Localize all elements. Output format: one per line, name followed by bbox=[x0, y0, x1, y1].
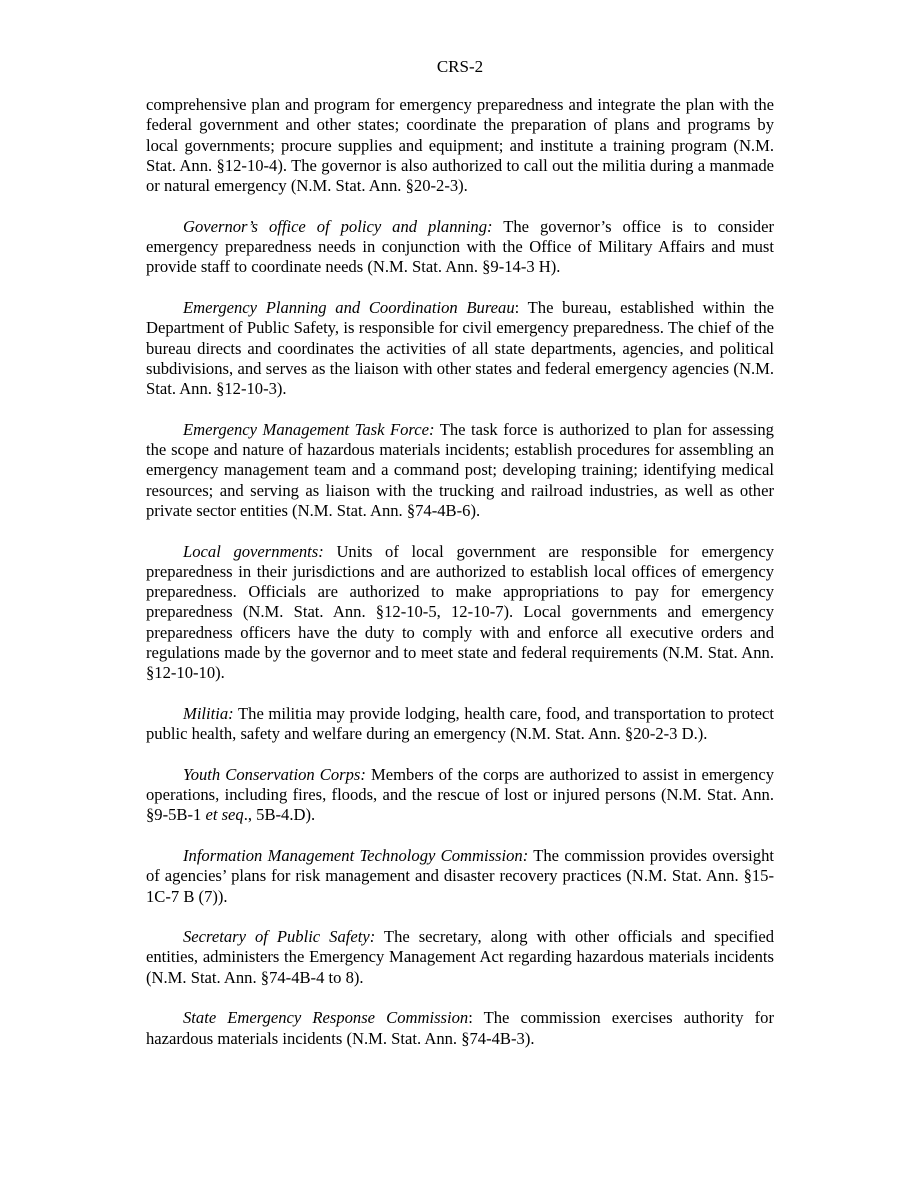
paragraph-term: Emergency Planning and Coordination Bureau bbox=[183, 297, 515, 317]
paragraph-term: Information Management Technology Commission: bbox=[183, 845, 529, 865]
paragraph-term: State Emergency Response Commission bbox=[183, 1008, 469, 1028]
paragraph-term: Governor’s office of policy and planning: bbox=[183, 216, 493, 236]
paragraph-term: Emergency Management Task Force: bbox=[183, 419, 435, 439]
paragraph-text: Units of local government are responsible for emergency preparedness in their jurisdictions and are authorized to establish local offices of emergency preparedness. Officials are authorized to make appropriations to pay for emergency preparedness (N.M. Stat. Ann. §12-10-5, 12-10-7). Local governments and emergency preparedness officers have the duty to comply with and enforce all executive orders and regulations made by the governor and to meet state and federal requirements (N.M. Stat. Ann. §12-10-10). bbox=[146, 541, 774, 683]
paragraph-continuation bbox=[146, 95, 774, 196]
paragraph-text: The militia may provide lodging, health care, food, and transportation to protect public health, safety and welfare during an emergency (N.M. Stat. Ann. §20-2-3 D.). bbox=[146, 703, 774, 744]
paragraph-text: Members of the corps are authorized to assist in emergency operations, including fires, floods, and the rescue of lost or injured persons (N.M. Stat. Ann. §9-5B-1 bbox=[146, 764, 774, 825]
paragraph-text: : The commission exercises authority for hazardous materials incidents (N.M. Stat. Ann. §74-4B-3). bbox=[146, 1008, 774, 1048]
paragraph-emergency-planning-bureau bbox=[146, 298, 774, 399]
paragraph-information-management bbox=[146, 846, 774, 907]
page-number-header: CRS-2 bbox=[436, 57, 484, 76]
paragraph-text-end: ., 5B-4.D). bbox=[243, 805, 316, 825]
paragraph-secretary-public-safety bbox=[146, 927, 774, 988]
paragraph-inline-italic: et seq bbox=[205, 805, 244, 825]
paragraph-text: comprehensive plan and program for emergency preparedness and integrate the plan with the federal government and other states; coordinate the preparation of plans and programs by local governments; procure supplies and equipment; and institute a training program (N.M. Stat. Ann. §12-10-4). The governor is also authorized to call out the militia during a manmade or natural emergency (N.M. Stat. Ann. §20-2-3). bbox=[146, 95, 774, 196]
paragraph-text: The task force is authorized to plan for assessing the scope and nature of hazardous materials incidents; establish procedures for assembling an emergency management team and a command post; developing training; identifying medical resources; and serving as liaison with the trucking and railroad industries, as well as other private sector entities (N.M. Stat. Ann. §74-4B-6). bbox=[146, 419, 774, 520]
paragraph-term: Secretary of Public Safety: bbox=[183, 927, 376, 947]
paragraph-text: The commission provides oversight of agencies’ plans for risk management and disaster recovery practices (N.M. Stat. Ann. §15-1C-7 B (7)). bbox=[146, 845, 774, 906]
paragraph-governors-office bbox=[146, 217, 774, 278]
paragraph-youth-conservation-corps bbox=[146, 765, 774, 826]
paragraph-text: : The bureau, established within the Department of Public Safety, is responsible for civil emergency preparedness. The chief of the bureau directs and coordinates the activities of all state departments, agencies, and political subdivisions, and serves as the liaison with other states and federal emergency agencies (N.M. Stat. Ann. §12-10-3). bbox=[146, 297, 774, 399]
paragraph-state-emergency-response bbox=[146, 1008, 774, 1049]
document-body bbox=[146, 95, 774, 1069]
paragraph-text: The governor’s office is to consider emergency preparedness needs in conjunction with the Office of Military Affairs and must provide staff to coordinate needs (N.M. Stat. Ann. §9-14-3 H). bbox=[146, 216, 774, 277]
paragraph-local-governments bbox=[146, 542, 774, 684]
paragraph-militia bbox=[146, 704, 774, 745]
paragraph-text: The secretary, along with other officials and specified entities, administers the Emergency Management Act regarding hazardous materials incidents (N.M. Stat. Ann. §74-4B-4 to 8). bbox=[146, 927, 774, 987]
paragraph-term: Youth Conservation Corps: bbox=[183, 764, 366, 784]
paragraph-term: Local governments: bbox=[183, 541, 324, 561]
paragraph-term: Militia: bbox=[183, 703, 234, 723]
paragraph-task-force bbox=[146, 420, 774, 521]
